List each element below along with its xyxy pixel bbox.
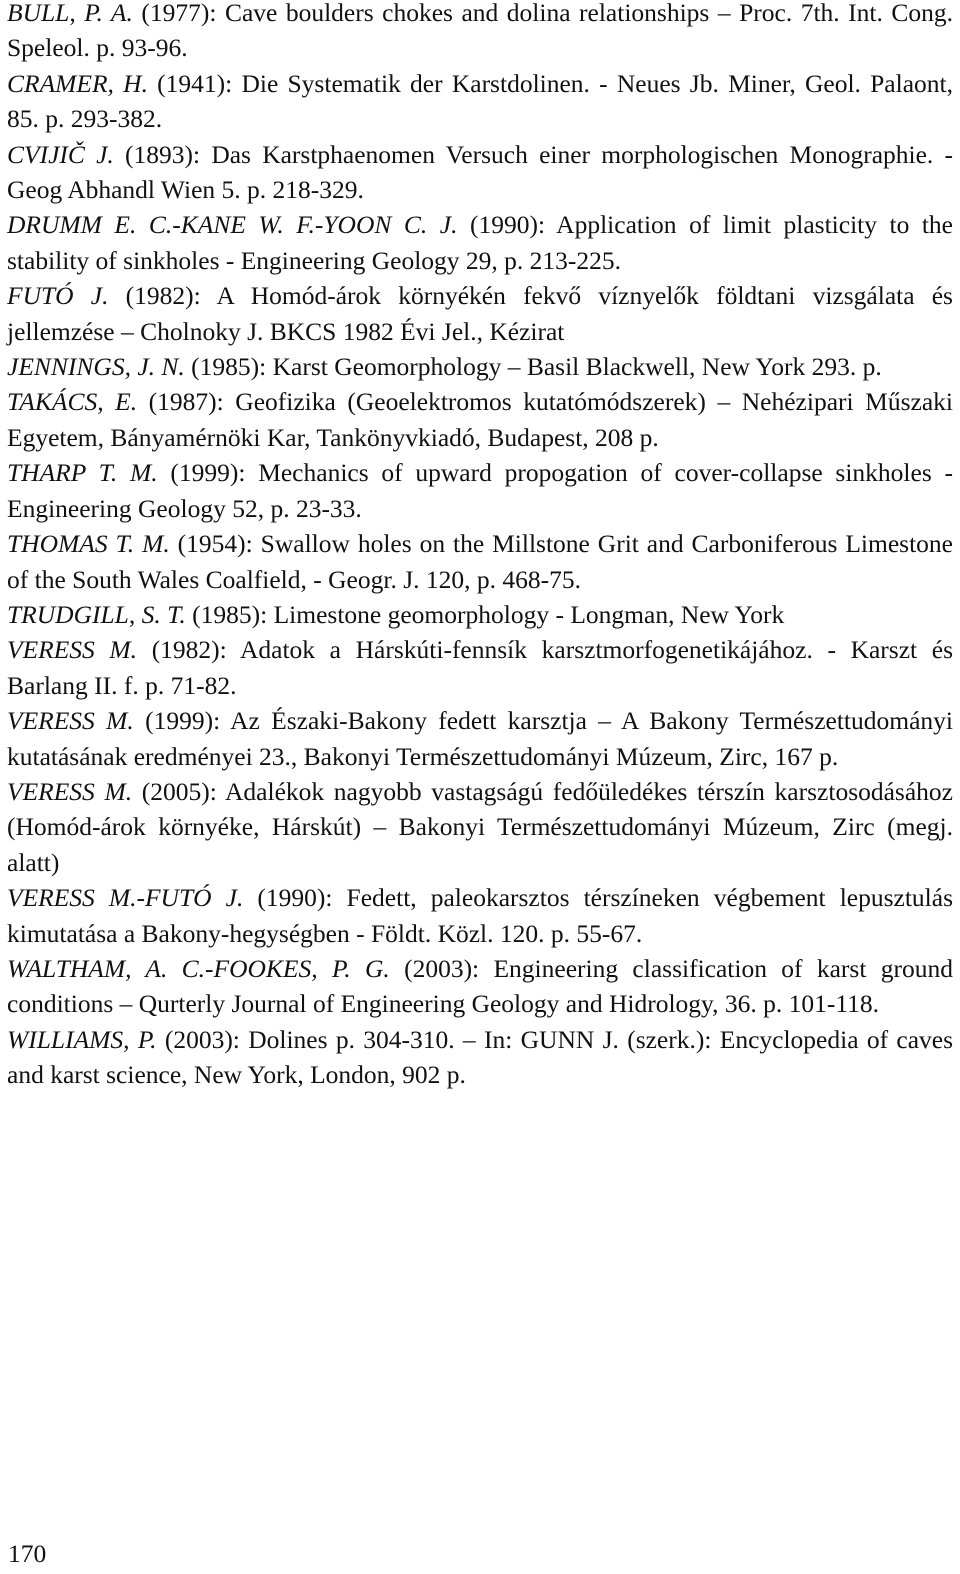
reference-entry bbox=[7, 880, 953, 951]
reference-author: DRUMM E. C.-KANE W. F.-YOON C. J. bbox=[7, 210, 458, 240]
reference-text: (1982): A Homód-árok környékén fekvő víznyelők földtani vizsgálata és jellemzése – Cholnoky J. BKCS 1982 Évi Jel., Kézirat bbox=[7, 281, 953, 346]
reference-author: VERESS M. bbox=[7, 635, 138, 665]
reference-author: VERESS M. bbox=[7, 776, 133, 806]
reference-text: (1987): Geofizika (Geoelektromos kutatómódszerek) – Nehézipari Műszaki Egyetem, Bányamérnöki Kar, Tankönyvkiadó, Budapest, 208 p. bbox=[7, 387, 953, 452]
reference-author: BULL, P. A. bbox=[7, 0, 133, 27]
reference-entry bbox=[7, 0, 953, 66]
reference-author: THOMAS T. M. bbox=[7, 529, 170, 559]
reference-entry bbox=[7, 207, 953, 278]
reference-entry bbox=[7, 703, 953, 774]
reference-author: JENNINGS, J. N. bbox=[7, 352, 185, 382]
reference-list bbox=[7, 0, 953, 1093]
reference-entry bbox=[7, 597, 953, 632]
reference-text: (1990): Application of limit plasticity to the stability of sinkholes - Engineering Geology 29, p. 213-225. bbox=[7, 210, 953, 275]
reference-entry bbox=[7, 951, 953, 1022]
reference-text: (2005): Adalékok nagyobb vastagságú fedőüledékes térszín karsztosodásához (Homód-árok környéke, Hárskút) – Bakonyi Természettudományi Múzeum, Zirc (megj. alatt) bbox=[7, 776, 953, 877]
reference-entry bbox=[7, 349, 953, 384]
reference-text: (1990): Fedett, paleokarsztos térszíneken végbement lepusztulás kimutatása a Bakony-hegységben - Földt. Közl. 120. p. 55-67. bbox=[7, 883, 954, 948]
reference-author: WALTHAM, A. C.-FOOKES, P. G. bbox=[7, 953, 390, 983]
reference-entry bbox=[7, 137, 953, 208]
reference-author: TAKÁCS, E. bbox=[7, 387, 138, 417]
reference-entry bbox=[7, 526, 953, 597]
reference-author: CRAMER, H. bbox=[7, 68, 148, 98]
page-number: 170 bbox=[8, 1539, 47, 1568]
reference-entry bbox=[7, 632, 953, 703]
reference-entry bbox=[7, 1022, 953, 1093]
reference-entry bbox=[7, 774, 953, 880]
reference-author: VERESS M.-FUTÓ J. bbox=[7, 883, 244, 913]
reference-text: (1999): Az Északi-Bakony fedett karsztja – A Bakony Természettudományi kutatásának eredményei 23., Bakonyi Természettudományi Múzeum, Zirc, 167 p. bbox=[7, 706, 953, 771]
reference-author: VERESS M. bbox=[7, 706, 134, 736]
reference-text: (1893): Das Karstphaenomen Versuch einer morphologischen Monographie. - Geog Abhandl Wien 5. p. 218-329. bbox=[7, 139, 953, 205]
reference-entry bbox=[7, 384, 953, 455]
reference-text: (1985): Karst Geomorphology – Basil Blackwell, New York 293. p. bbox=[184, 352, 882, 382]
reference-text: (1941): Die Systematik der Karstdolinen. - Neues Jb. Miner, Geol. Palaont, 85. p. 293-382. bbox=[7, 68, 953, 134]
reference-text: (2003): Engineering classification of karst ground conditions – Qurterly Journal of Engineering Geology and Hidrology, 36. p. 101-118. bbox=[7, 953, 953, 1019]
reference-author: THARP T. M. bbox=[7, 458, 158, 488]
reference-author: WILLIAMS, P. bbox=[7, 1024, 157, 1054]
reference-author: FUTÓ J. bbox=[7, 281, 109, 311]
reference-text: (1977): Cave boulders chokes and dolina relationships – Proc. 7th. Int. Cong. Speleol. p. 93-96. bbox=[7, 0, 953, 63]
reference-text: (1982): Adatok a Hárskúti-fennsík karsztmorfogenetikájához. - Karszt és Barlang II. f. p. 71-82. bbox=[7, 635, 953, 700]
reference-text: (1985): Limestone geomorphology - Longman, New York bbox=[185, 599, 785, 629]
reference-text: (1999): Mechanics of upward propogation of cover-collapse sinkholes - Engineering Geology 52, p. 23-33. bbox=[7, 458, 953, 523]
reference-entry bbox=[7, 278, 953, 349]
reference-author: TRUDGILL, S. T. bbox=[7, 599, 186, 629]
reference-text: (1954): Swallow holes on the Millstone Grit and Carboniferous Limestone of the South Wales Coalfield, - Geogr. J. 120, p. 468-75. bbox=[7, 529, 953, 594]
reference-entry bbox=[7, 455, 953, 526]
reference-text: (2003): Dolines p. 304-310. – In: GUNN J. (szerk.): Encyclopedia of caves and karst science, New York, London, 902 p. bbox=[7, 1024, 953, 1090]
reference-entry bbox=[7, 66, 953, 137]
reference-author: CVIJIČ J. bbox=[7, 139, 114, 169]
